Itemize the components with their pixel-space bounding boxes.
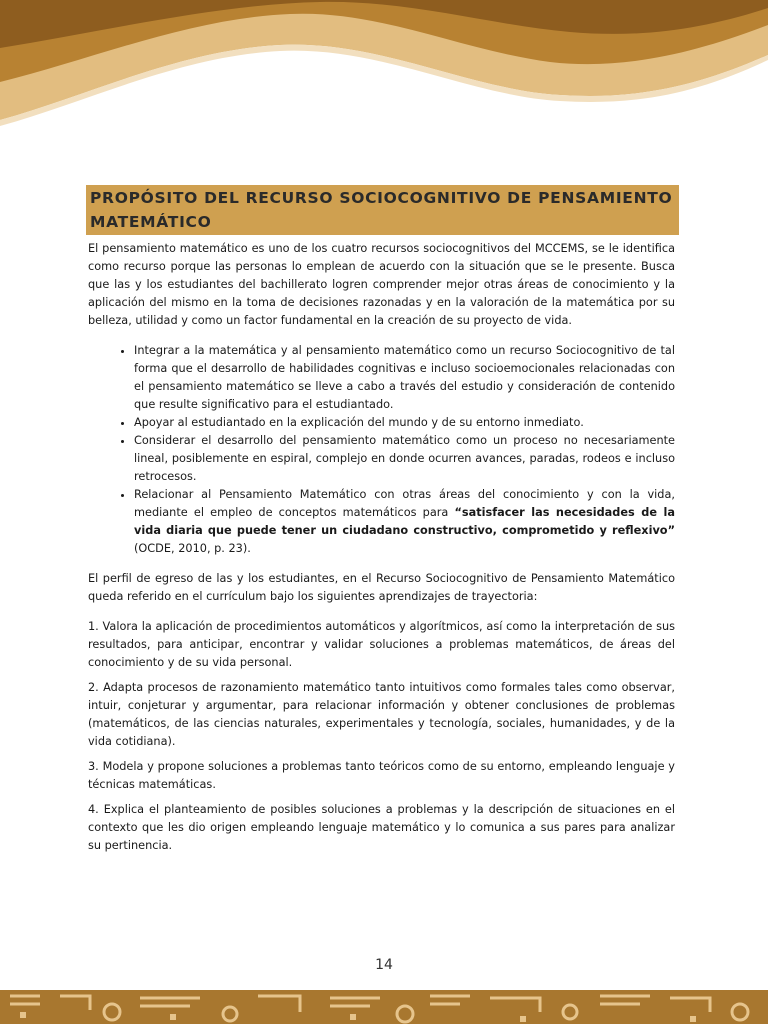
outcome-2: 2. Adapta procesos de razonamiento matemático tanto intuitivos como formales tales como observar, intuir, conjeturar y argumentar, para relacionar información y obtener conclusiones de problemas (matemáticos, de las ciencias naturales, experimentales y tecnología, sociales, humanidades, y de la vida cotidiana).: [88, 681, 675, 748]
purpose-item-4-citation: (OCDE, 2010, p. 23).: [134, 542, 251, 555]
outcome-4: 4. Explica el planteamiento de posibles soluciones a problemas y la descripción de situaciones en el contexto que les dio origen empleando lenguaje matemático y lo comunica a sus pares para analizar su pertinencia.: [88, 803, 675, 852]
intro-paragraph: El pensamiento matemático es uno de los cuatro recursos sociocognitivos del MCCEMS, se le identifica como recurso porque las personas lo emplean de acuerdo con la situación que se le presente. Busca que las y los estudiantes del bachillerato logren comprender mejor otras áreas de conocimiento y la aplicación del mismo en la toma de decisiones razonadas y en la valoración de la matemática por su belleza, utilidad y como un factor fundamental en la creación de su proyecto de vida.: [88, 242, 675, 327]
purpose-item-4: [134, 486, 675, 558]
purpose-item-2: • Apoyar al estudiantado en la explicación del mundo y de su entorno inmediato.: [134, 414, 675, 432]
outcome-1: 1. Valora la aplicación de procedimientos automáticos y algorítmicos, así como la interpretación de sus resultados, para anticipar, encontrar y validar soluciones a problemas matemáticos, de áreas del conocimiento y de su vida personal.: [88, 620, 675, 669]
outcome-3: 3. Modela y propone soluciones a problemas tanto teóricos como de su entorno, empleando lenguaje y técnicas matemáticas.: [88, 760, 675, 791]
page-content: [88, 240, 675, 862]
purpose-item-3: • Considerar el desarrollo del pensamiento matemático como un proceso no necesariamente lineal, posiblemente en espiral, complejo en donde ocurren avances, paradas, rodeos e incluso retrocesos.: [134, 432, 675, 486]
top-wave-decoration: [0, 0, 768, 150]
profile-paragraph: El perfil de egreso de las y los estudiantes, en el Recurso Sociocognitivo de Pensamiento Matemático queda referido en el currículum bajo los siguientes aprendizajes de trayectoria:: [88, 572, 675, 603]
page-number: 14: [375, 957, 393, 973]
bottom-pattern-band: [0, 990, 768, 1024]
section-heading: PROPÓSITO DEL RECURSO SOCIOCOGNITIVO DE PENSAMIENTO MATEMÁTICO: [90, 189, 673, 231]
section-heading-box: [86, 185, 679, 235]
purpose-item-4-quote: “satisfacer las necesidades de la vida diaria que puede tener un ciudadano constructivo, comprometido y reflexivo”: [134, 506, 675, 537]
purpose-list: [88, 342, 675, 558]
purpose-item-1: • Integrar a la matemática y al pensamiento matemático como un recurso Sociocognitivo de tal forma que el desarrollo de habilidades cognitivas e incluso socioemocionales relacionadas con el pensamiento matemático se lleve a cabo a través del estudio y consideración de contenido que resulte significativo para el estudiantado.: [134, 342, 675, 414]
purpose-item-4-intro: Relacionar al Pensamiento Matemático con otras áreas del conocimiento y con la vida, mediante el empleo de conceptos matemáticos para: [134, 488, 675, 519]
